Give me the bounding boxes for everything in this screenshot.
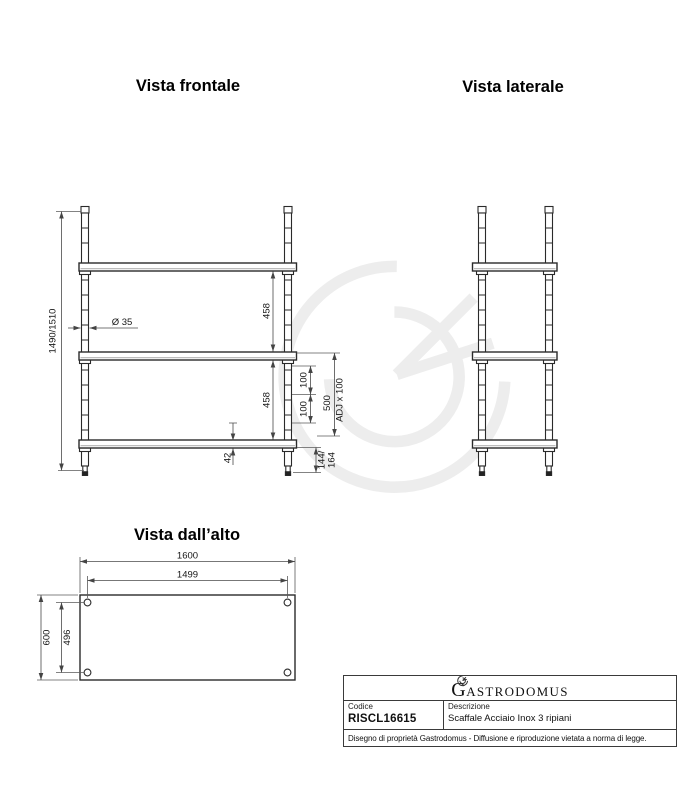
shelf — [79, 263, 297, 271]
dim-floor-clearance-1: 144/ — [316, 450, 328, 470]
dim-shelf-thickness: 42 — [222, 452, 234, 464]
dim-overall-height: 1490/1510 — [47, 308, 59, 354]
brand-logo — [344, 676, 676, 701]
post-top-cap — [545, 207, 553, 214]
side-view-title: Vista laterale — [462, 78, 564, 96]
post-foot — [547, 466, 551, 472]
post-top-cap — [478, 207, 486, 214]
post-base — [285, 472, 291, 476]
corner-post-hole — [284, 599, 291, 606]
dim-shelf-gap-bottom: 458 — [261, 392, 273, 408]
side-view — [473, 207, 558, 476]
dim-post-span-width: 1499 — [176, 569, 199, 581]
description-label: Descrizione — [448, 702, 490, 711]
front-view-title: Vista frontale — [135, 77, 241, 95]
post-foot — [83, 466, 87, 472]
description-value: Scaffale Acciaio Inox 3 ripiani — [448, 713, 572, 724]
dim-overall-width: 1600 — [176, 550, 199, 562]
post-base — [479, 472, 485, 476]
brand-name: ASTRODOMUS — [466, 684, 569, 699]
shell-icon — [456, 674, 469, 687]
title-block — [343, 675, 677, 747]
dim-adj-note: ADJ x 100 — [334, 378, 346, 422]
code-label: Codice — [348, 702, 373, 711]
dim-overall-depth: 600 — [41, 629, 53, 646]
post-top-cap — [284, 207, 292, 214]
shelf — [79, 352, 297, 360]
post-foot — [480, 466, 484, 472]
shelf — [473, 263, 558, 271]
post-foot — [286, 466, 290, 472]
corner-post-hole — [84, 599, 91, 606]
post-top-cap — [81, 207, 89, 214]
corner-post-hole — [284, 669, 291, 676]
dim-post-span-depth: 496 — [62, 629, 73, 646]
dim-adj-step-2: 100 — [298, 401, 310, 417]
top-view — [37, 551, 295, 681]
dim-adj-range: 500 — [322, 395, 333, 411]
top-view-title: Vista dall’alto — [133, 526, 241, 544]
corner-post-hole — [84, 669, 91, 676]
code-value: RISCL16615 — [348, 713, 417, 725]
legal-notice: Disegno di proprietà Gastrodomus - Diffusione e riproduzione vietata a norma di legge. — [348, 734, 647, 743]
front-view — [79, 207, 297, 476]
dim-post-diameter: Ø 35 — [111, 317, 133, 328]
dim-shelf-gap-top: 458 — [261, 303, 273, 319]
shelf — [79, 440, 297, 448]
plan-outline — [80, 595, 295, 680]
shelf — [473, 440, 558, 448]
post-base — [546, 472, 552, 476]
post-base — [82, 472, 88, 476]
dim-floor-clearance-2: 164 — [326, 452, 338, 468]
dim-adj-step-1: 100 — [298, 372, 310, 388]
brand-initial: G — [451, 679, 467, 701]
shelf — [473, 352, 558, 360]
